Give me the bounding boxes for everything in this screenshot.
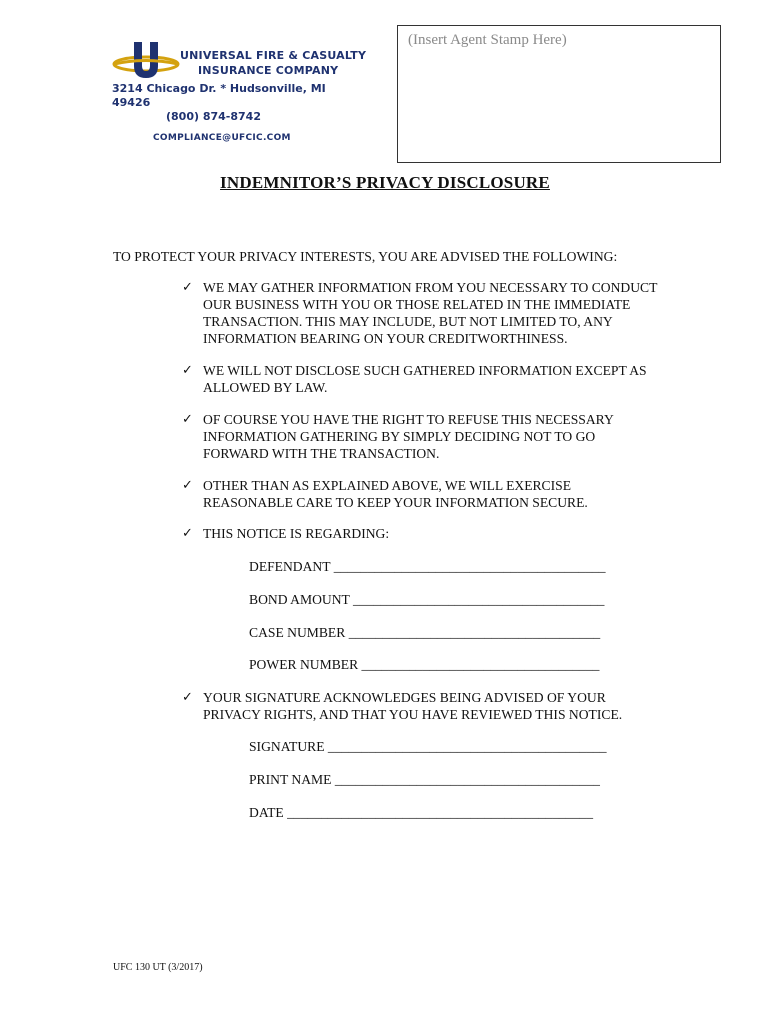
disclosure-item-6	[182, 689, 662, 723]
disclosure-item-text: OTHER THAN AS EXPLAINED ABOVE, WE WILL EXERCISE REASONABLE CARE TO KEEP YOUR INFORMATION SECURE.	[203, 478, 588, 510]
disclosure-item-2	[182, 362, 662, 396]
disclosure-item-text: OF COURSE YOU HAVE THE RIGHT TO REFUSE THIS NECESSARY INFORMATION GATHERING BY SIMPLY DECIDING NOT TO GO FORWARD WITH THE TRANSACTION.	[203, 412, 614, 461]
disclosure-item-3	[182, 411, 662, 462]
checkmark-icon: ✓	[182, 478, 193, 493]
form-number: UFC 130 UT (3/2017)	[113, 962, 203, 973]
checkmark-icon: ✓	[182, 363, 193, 378]
company-email: COMPLIANCE@UFCIC.COM	[153, 133, 291, 143]
date-field[interactable]: DATE _____________________________________________	[249, 805, 593, 820]
company-logo-icon	[112, 40, 184, 82]
signature-field[interactable]: SIGNATURE _________________________________________	[249, 739, 607, 754]
company-name-line1: UNIVERSAL FIRE & CASUALTY	[180, 49, 367, 62]
company-address: 3214 Chicago Dr. * Hudsonville, MI 49426	[112, 82, 326, 109]
agent-stamp-box	[397, 25, 721, 163]
disclosure-item-text: WE WILL NOT DISCLOSE SUCH GATHERED INFORMATION EXCEPT AS ALLOWED BY LAW.	[203, 363, 647, 395]
company-name	[180, 48, 366, 78]
company-letterhead	[112, 40, 372, 143]
defendant-field[interactable]: DEFENDANT ________________________________________	[249, 559, 606, 574]
document-title: INDEMNITOR’S PRIVACY DISCLOSURE	[220, 173, 550, 192]
disclosure-item-5	[182, 525, 662, 542]
disclosure-item-text: WE MAY GATHER INFORMATION FROM YOU NECESSARY TO CONDUCT OUR BUSINESS WITH YOU OR THOSE RELATED IN THE IMMEDIATE TRANSACTION. THIS MAY INCLUDE, BUT NOT LIMITED TO, ANY INFORMATION BEARING ON YOUR CREDITWORTHINESS.	[203, 280, 658, 346]
checkmark-icon: ✓	[182, 526, 193, 541]
company-name-line2: INSURANCE COMPANY	[198, 64, 339, 77]
agent-stamp-placeholder: (Insert Agent Stamp Here)	[408, 32, 567, 48]
case-number-field[interactable]: CASE NUMBER _____________________________________	[249, 625, 601, 640]
power-number-field[interactable]: POWER NUMBER ___________________________________	[249, 657, 600, 672]
disclosure-item-1	[182, 279, 662, 347]
disclosure-item-text: THIS NOTICE IS REGARDING:	[203, 526, 390, 541]
checkmark-icon: ✓	[182, 412, 193, 427]
company-contact	[112, 82, 362, 145]
disclosure-item-text: YOUR SIGNATURE ACKNOWLEDGES BEING ADVISED OF YOUR PRIVACY RIGHTS, AND THAT YOU HAVE REVIEWED THIS NOTICE.	[203, 690, 623, 722]
disclosure-item-4	[182, 477, 662, 511]
bond-amount-field[interactable]: BOND AMOUNT _____________________________________	[249, 592, 605, 607]
checkmark-icon: ✓	[182, 280, 193, 295]
print-name-field[interactable]: PRINT NAME _______________________________________	[249, 772, 600, 787]
checkmark-icon: ✓	[182, 690, 193, 705]
company-phone: (800) 874-8742	[166, 110, 261, 123]
intro-text: TO PROTECT YOUR PRIVACY INTERESTS, YOU ARE ADVISED THE FOLLOWING:	[113, 249, 618, 264]
